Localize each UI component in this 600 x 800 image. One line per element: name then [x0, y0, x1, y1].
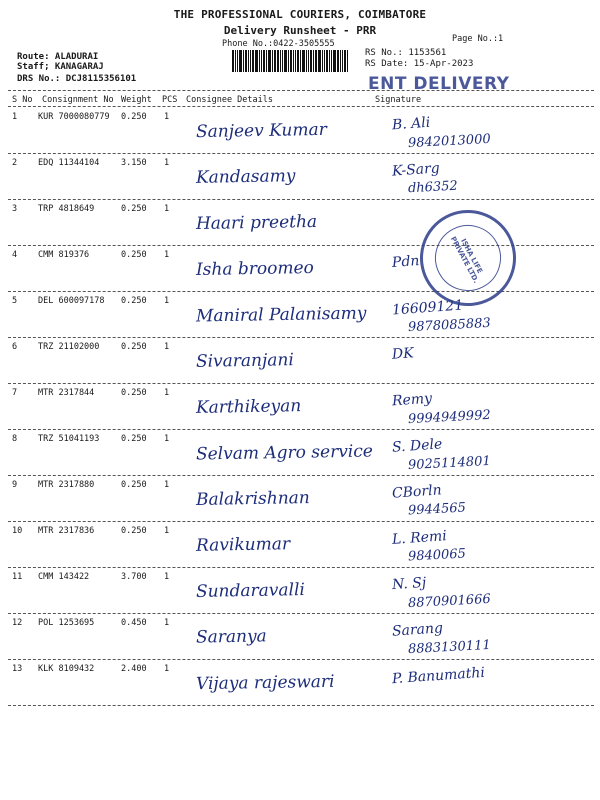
- table-row: [0, 154, 600, 200]
- barcode-bar: [277, 50, 279, 72]
- row-sno: 4: [12, 250, 18, 260]
- row-weight: 3.150: [121, 158, 147, 168]
- barcode-bar: [280, 50, 281, 72]
- barcode-bar: [290, 50, 292, 72]
- row-consignment-no: TRZ 21102000: [38, 342, 100, 352]
- row-weight: 0.250: [121, 250, 147, 260]
- barcode-bar: [252, 50, 254, 72]
- barcode-bar: [297, 50, 299, 72]
- row-consignee-handwritten: Saranya: [195, 626, 267, 648]
- barcode-bar: [284, 50, 287, 72]
- barcode-bar: [333, 50, 336, 72]
- row-signature: B. Ali: [391, 114, 431, 134]
- barcode-bar: [310, 50, 312, 72]
- barcode-bar: [331, 50, 332, 72]
- barcode-bar: [324, 50, 325, 72]
- barcode-bar: [232, 50, 234, 72]
- row-consignment-no: EDQ 11344104: [38, 158, 100, 168]
- row-signature: P. Banumathi: [391, 664, 486, 688]
- row-pcs: 1: [164, 388, 170, 398]
- row-pcs: 1: [164, 434, 170, 444]
- row-pcs: 1: [164, 250, 170, 260]
- rs-number: RS No.: 1153561: [365, 48, 447, 58]
- barcode-bar: [266, 50, 267, 72]
- row-signature-phone: 9025114801: [407, 453, 492, 474]
- row-consignment-no: CMM 819376: [38, 250, 90, 260]
- col-header-consignment: Consignment No: [42, 95, 114, 105]
- table-row: [0, 292, 600, 338]
- barcode-bar: [308, 50, 309, 72]
- barcode-bar: [239, 50, 242, 72]
- barcode-bar: [255, 50, 258, 72]
- barcode-bar: [315, 50, 317, 72]
- row-signature: Remy: [391, 390, 433, 410]
- row-consignment-no: POL 1253695: [38, 618, 95, 628]
- row-weight: 3.700: [121, 572, 147, 582]
- row-signature: Sarang: [391, 620, 444, 640]
- table-row: [0, 338, 600, 384]
- row-weight: 0.250: [121, 204, 147, 214]
- row-consignment-no: MTR 2317844: [38, 388, 95, 398]
- row-signature-phone: 8870901666: [407, 591, 492, 612]
- drs-number: DRS No.: DCJ8115356101: [17, 74, 137, 84]
- barcode-bar: [235, 50, 236, 72]
- row-weight: 0.250: [121, 480, 147, 490]
- row-signature: N. Sj: [391, 574, 427, 594]
- stamp-text: ISHA LIFE PRIVATE LTD.: [423, 213, 512, 302]
- table-row: [0, 430, 600, 476]
- row-consignee-handwritten: Sivaranjani: [195, 350, 294, 372]
- row-sno: 12: [12, 618, 23, 628]
- table-row: [0, 476, 600, 522]
- table-row: [0, 384, 600, 430]
- row-signature: DK: [391, 345, 415, 363]
- row-pcs: 1: [164, 296, 170, 306]
- col-header-sno: S No: [12, 95, 33, 105]
- barcode-bar: [243, 50, 244, 72]
- barcode-bar: [274, 50, 276, 72]
- document-subtitle: Delivery Runsheet - PRR: [223, 24, 377, 37]
- row-consignment-no: DEL 600097178: [38, 296, 105, 306]
- col-header-pcs: PCS: [162, 95, 178, 105]
- row-signature-phone: 8883130111: [407, 637, 492, 658]
- barcode-bar: [250, 50, 251, 72]
- row-consignee-handwritten: Vijaya rajeswari: [195, 671, 335, 695]
- row-consignment-no: MTR 2317836: [38, 526, 95, 536]
- row-pcs: 1: [164, 480, 170, 490]
- row-consignment-no: CMM 143422: [38, 572, 90, 582]
- row-sno: 8: [12, 434, 18, 444]
- table-row: [0, 568, 600, 614]
- row-sno: 11: [12, 572, 23, 582]
- row-pcs: 1: [164, 342, 170, 352]
- row-weight: 0.250: [121, 296, 147, 306]
- rs-date: RS Date: 15-Apr-2023: [365, 59, 474, 69]
- row-signature: 16609121: [391, 297, 464, 319]
- barcode-bar: [329, 50, 330, 72]
- page-number: Page No.:1: [452, 34, 504, 44]
- divider: [8, 90, 594, 91]
- barcode-bar: [293, 50, 294, 72]
- row-divider: [8, 705, 594, 706]
- barcode-bar: [340, 50, 341, 72]
- route-label: Route: ALADURAI: [17, 52, 99, 62]
- row-signature: CBorln: [391, 482, 443, 502]
- row-weight: 0.250: [121, 388, 147, 398]
- document-title: THE PROFESSIONAL COURIERS, COIMBATORE: [173, 8, 427, 21]
- row-consignee-handwritten: Sundaravalli: [195, 580, 306, 602]
- barcode-bar: [263, 50, 265, 72]
- row-pcs: 1: [164, 158, 170, 168]
- barcode-bar: [261, 50, 262, 72]
- row-pcs: 1: [164, 664, 170, 674]
- row-signature-phone: 9840065: [407, 546, 467, 565]
- barcode-bar: [248, 50, 249, 72]
- staff-label: Staff; KANAGARAJ: [17, 62, 104, 72]
- row-signature: K-Sarg: [391, 160, 441, 180]
- row-consignee-handwritten: Haari preetha: [195, 211, 318, 235]
- barcode-bar: [318, 50, 321, 72]
- row-weight: 0.250: [121, 112, 147, 122]
- col-header-signature: Signature: [375, 95, 422, 105]
- row-consignee-handwritten: Ravikumar: [195, 534, 291, 556]
- barcode-bar: [268, 50, 271, 72]
- col-header-consignee: Consignee Details: [186, 95, 273, 105]
- row-sno: 13: [12, 664, 23, 674]
- row-weight: 0.250: [121, 342, 147, 352]
- barcode-bar: [272, 50, 273, 72]
- barcode-bar: [344, 50, 346, 72]
- row-pcs: 1: [164, 526, 170, 536]
- row-sno: 3: [12, 204, 18, 214]
- row-consignee-handwritten: Kandasamy: [195, 166, 296, 188]
- barcode: [232, 50, 356, 72]
- barcode-bar: [295, 50, 296, 72]
- row-consignee-handwritten: Isha broomeo: [195, 257, 314, 281]
- row-consignee-handwritten: Karthikeyan: [195, 396, 302, 418]
- row-consignee-handwritten: Maniral Palanisamy: [195, 303, 367, 327]
- barcode-bar: [322, 50, 323, 72]
- row-consignment-no: KLK 8109432: [38, 664, 95, 674]
- row-consignment-no: TRZ 51041193: [38, 434, 100, 444]
- barcode-bar: [259, 50, 260, 72]
- row-signature: L. Remi: [391, 528, 448, 548]
- row-consignment-no: MTR 2317880: [38, 480, 95, 490]
- barcode-bar: [288, 50, 289, 72]
- row-sno: 1: [12, 112, 18, 122]
- barcode-bar: [313, 50, 314, 72]
- row-pcs: 1: [164, 204, 170, 214]
- table-row: [0, 108, 600, 154]
- row-pcs: 1: [164, 618, 170, 628]
- barcode-bar: [282, 50, 283, 72]
- barcode-bar: [342, 50, 343, 72]
- row-signature: S. Dele: [391, 436, 443, 456]
- row-weight: 2.400: [121, 664, 147, 674]
- barcode-bar: [237, 50, 238, 72]
- row-pcs: 1: [164, 112, 170, 122]
- row-sno: 2: [12, 158, 18, 168]
- row-pcs: 1: [164, 572, 170, 582]
- barcode-bar: [337, 50, 339, 72]
- barcode-bar: [245, 50, 247, 72]
- barcode-bar: [326, 50, 328, 72]
- table-row: [0, 660, 600, 706]
- row-weight: 0.250: [121, 434, 147, 444]
- row-sno: 10: [12, 526, 23, 536]
- row-weight: 0.250: [121, 526, 147, 536]
- delivery-stamp: ENT DELIVERY: [368, 74, 510, 94]
- row-signature-phone: dh6352: [407, 178, 459, 197]
- table-row: [0, 614, 600, 660]
- row-sno: 9: [12, 480, 18, 490]
- row-consignee-handwritten: Selvam Agro service: [195, 441, 374, 465]
- row-sno: 6: [12, 342, 18, 352]
- row-signature-phone: 9994949992: [407, 407, 492, 428]
- row-signature-phone: 9944565: [407, 500, 467, 519]
- barcode-bar: [306, 50, 307, 72]
- row-sno: 5: [12, 296, 18, 306]
- barcode-bar: [302, 50, 305, 72]
- phone-number: Phone No.:0422-3505555: [222, 39, 335, 49]
- row-consignee-handwritten: Balakrishnan: [195, 488, 310, 510]
- row-consignment-no: KUR 7000080779: [38, 112, 110, 122]
- row-sno: 7: [12, 388, 18, 398]
- barcode-bar: [347, 50, 348, 72]
- row-consignment-no: TRP 4818649: [38, 204, 95, 214]
- row-signature-phone: 9842013000: [407, 131, 492, 152]
- row-signature-phone: 9878085883: [407, 315, 492, 336]
- col-header-weight: Weight: [121, 95, 152, 105]
- row-weight: 0.450: [121, 618, 147, 628]
- divider: [8, 106, 594, 107]
- table-row: [0, 522, 600, 568]
- row-consignee-handwritten: Sanjeev Kumar: [195, 119, 327, 143]
- row-signature: Pdn: [391, 253, 420, 271]
- barcode-bar: [300, 50, 301, 72]
